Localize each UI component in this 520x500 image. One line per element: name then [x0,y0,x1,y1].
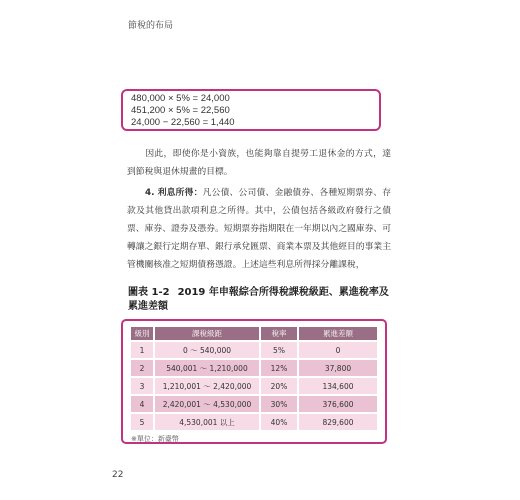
cell-level: 4 [131,396,153,412]
page-number: 22 [112,470,124,480]
cell-bracket: 1,210,001 ～ 2,420,000 [155,378,259,394]
cell-bracket: 4,530,001 以上 [155,414,259,430]
cell-rate: 20% [261,378,297,394]
tax-bracket-table-box [121,319,387,444]
calc-line: 451,200 × 5% = 22,560 [131,105,230,116]
cell-difference: 37,800 [299,360,377,376]
header-level: 級別 [131,327,153,340]
table-header-row [131,327,377,340]
tax-bracket-table [129,325,379,432]
paragraph-text: 因此，即使你是小資族，也能夠靠自提勞工退休金的方式，達到節稅與退休規畫的目標。 [127,149,391,177]
table-row [131,360,377,376]
table-row [131,342,377,358]
calc-line: 24,000 − 22,560 = 1,440 [131,117,235,128]
section-lead: 4. 利息所得： [145,188,203,198]
paragraph-conclusion [127,145,391,181]
cell-difference: 376,600 [299,396,377,412]
calc-line: 480,000 × 5% = 24,000 [131,93,230,104]
table-row [131,396,377,412]
cell-rate: 40% [261,414,297,430]
paragraph-text: 凡公債、公司債、金融債券、各種短期票券、存款及其他貸出款項利息之所得。其中，公債包括各級政府發行之債票、庫券、證券及憑券。短期票券指期限在一年期以內之國庫券、可轉讓之銀行定期存單、銀行承兌匯票、商業本票及其他經目的事業主管機關核准之短期債務憑證。上述這些利息所得採分離課稅， [127,188,391,270]
table-row [131,378,377,394]
cell-rate: 12% [261,360,297,376]
table-unit-note: ※單位：新臺幣 [131,435,179,443]
cell-difference: 829,600 [299,414,377,430]
cell-level: 3 [131,378,153,394]
header-progressive-difference: 累進差額 [299,327,377,340]
cell-level: 2 [131,360,153,376]
cell-difference: 0 [299,342,377,358]
cell-bracket: 2,420,001 ～ 4,530,000 [155,396,259,412]
figure-title [128,286,390,314]
cell-rate: 5% [261,342,297,358]
header-rate: 稅率 [261,327,297,340]
figure-number: 圖表 1-2 [128,287,170,298]
running-header: 節稅的布局 [128,21,174,31]
header-bracket: 課稅級距 [155,327,259,340]
cell-bracket: 540,001 ～ 1,210,000 [155,360,259,376]
table-row [131,414,377,430]
cell-level: 1 [131,342,153,358]
calculation-box [121,89,381,131]
cell-difference: 134,600 [299,378,377,394]
figure-caption: 2019 年申報綜合所得稅課稅級距、累進稅率及累進差額 [128,287,389,312]
cell-bracket: 0 ～ 540,000 [155,342,259,358]
cell-level: 5 [131,414,153,430]
paragraph-interest-income [127,184,391,274]
cell-rate: 30% [261,396,297,412]
